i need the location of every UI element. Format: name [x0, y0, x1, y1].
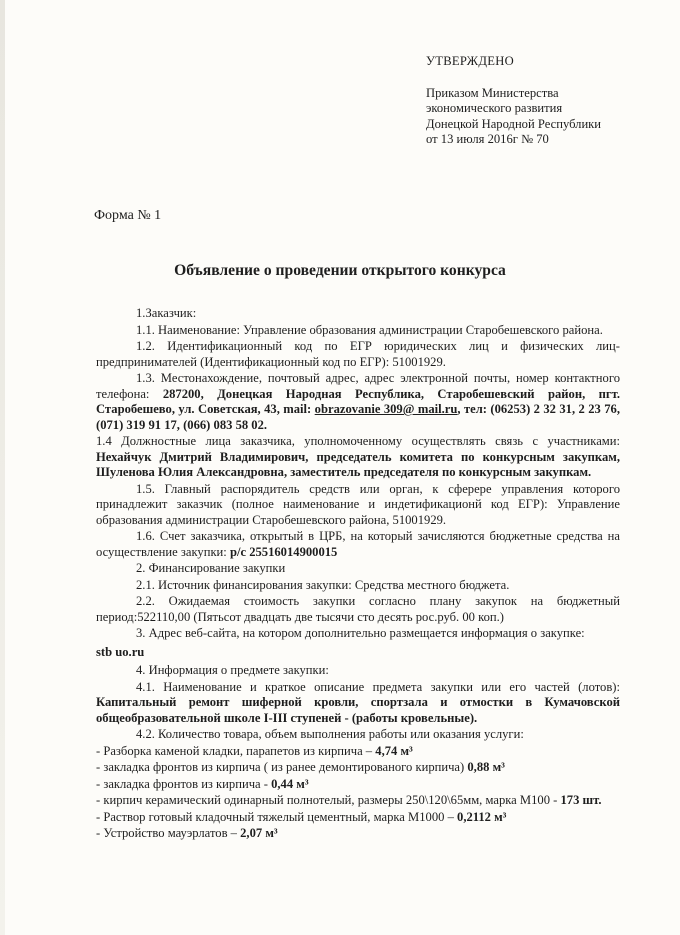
- account-number: р/с 25516014900015: [229, 544, 338, 559]
- list-item: - закладка фронтов из кирпича ( из ранее демонтированого кирпича) 0,88 м³: [96, 760, 505, 774]
- approval-block: [426, 54, 601, 148]
- section-1-4-label: 1.4 Должностные лица заказчика, уполномоченному осуществлять связь с участниками:: [96, 434, 620, 448]
- section-1-6: [96, 529, 620, 560]
- approval-line: Приказом Министерства: [426, 85, 559, 100]
- section-2-1: 2.1. Источник финансирования закупки: Средства местного бюджета.: [136, 577, 510, 592]
- customer-address: 287200, Донецкая Народная Республика, Старобешевский район, пгт. Старобешево, ул. Советская, 43, mail:: [96, 386, 620, 416]
- document-body: [96, 306, 620, 843]
- approval-line: экономического развития: [426, 101, 563, 116]
- section-4-1: [96, 680, 620, 727]
- item-quantity: 173 шт.: [560, 793, 602, 807]
- section-1-3: [96, 371, 620, 433]
- document-title: Объявление о проведении открытого конкурса: [174, 262, 506, 279]
- section-1: 1.Заказчик:: [136, 306, 197, 320]
- customer-email: obrazovanie 309@ mail.ru: [314, 402, 458, 416]
- section-1-2: 1.2. Идентификационный код по ЕГР юридических лиц и физических лиц-предпринимателей (Идентификационный код по ЕГР): 51001929.: [96, 339, 620, 369]
- approval-line: Донецкой Народной Республики: [426, 116, 602, 131]
- list-item: - кирпич керамический одинарный полнотелый, размеры 250\120\65мм, марка М100 - 173 шт.: [96, 793, 602, 807]
- procurement-subject: Капитальный ремонт шиферной кровли, спортзала и отмостки в Кумачовской общеобразовательной школе I-III ступеней - (работы кровельные).: [96, 695, 620, 725]
- contact-persons: Нехайчук Дмитрий Владимирович, председатель комитета по конкурсным закупкам, Шуленова Юлия Александровна, заместитель председателя по конкурсным закупкам.: [96, 449, 620, 479]
- section-1-3-label: 1.3. Местонахождение, почтовый адрес, адрес электронной почты, номер контактного телефона:: [96, 371, 620, 401]
- section-4-1-label: 4.1. Наименование и краткое описание предмета закупки или его частей (лотов):: [136, 679, 620, 694]
- item-quantity: 0,2112 м³: [457, 809, 507, 824]
- list-item: - Устройство мауэрлатов – 2,07 м³: [96, 826, 278, 840]
- item-quantity: 0,88 м³: [467, 760, 505, 774]
- list-item: - Разборка каменой кладки, парапетов из кирпича – 4,74 м³: [96, 743, 413, 758]
- approval-heading: УТВЕРЖДЕНО: [426, 54, 515, 68]
- section-2-2: 2.2. Ожидаемая стоимость закупки согласно плану закупок на бюджетный период:522110,00 (Пятьсот двадцать две тысячи сто десять рос.руб. 00 коп.): [96, 594, 620, 624]
- section-1-4: [96, 434, 620, 481]
- item-quantity: 4,74 м³: [375, 743, 413, 758]
- list-item: - закладка фронтов из кирпича - 0,44 м³: [96, 776, 309, 791]
- form-number: Форма № 1: [94, 208, 162, 223]
- customer-phones: , тел: (06253) 2 32 31, 2 23 76, (071) 319 91 17, (066) 083 58 02.: [96, 402, 620, 432]
- section-2: 2. Финансирование закупки: [136, 561, 286, 575]
- section-1-1: 1.1. Наименование: Управление образования администрации Старобешевского района.: [136, 322, 603, 337]
- section-3: 3. Адрес веб-сайта, на котором дополнительно размещается информация о закупке:: [136, 626, 585, 640]
- approval-line: от 13 июля 2016г № 70: [426, 132, 549, 147]
- website: stb uo.ru: [96, 644, 145, 659]
- section-1-5: 1.5. Главный распорядитель средств или орган, к сферере управления которого принадлежит заказчик (полное наименование и индетификационй код ЕГР): Управление образования администрации Старобешевского района, 51001929.: [96, 481, 620, 527]
- section-1-6-label: 1.6. Счет заказчика, открытый в ЦРБ, на который зачисляются бюджетные средства на осуществление закупки:: [96, 529, 620, 559]
- section-4-2: 4.2. Количество товара, объем выполнения работы или оказания услуги:: [136, 727, 524, 741]
- list-item: - Раствор готовый кладочный тяжелый цементный, марка М1000 – 0,2112 м³: [96, 809, 507, 824]
- item-quantity: 0,44 м³: [271, 776, 309, 791]
- section-4: 4. Информация о предмете закупки:: [136, 663, 329, 677]
- item-quantity: 2,07 м³: [240, 826, 278, 840]
- scan-edge: [0, 0, 5, 935]
